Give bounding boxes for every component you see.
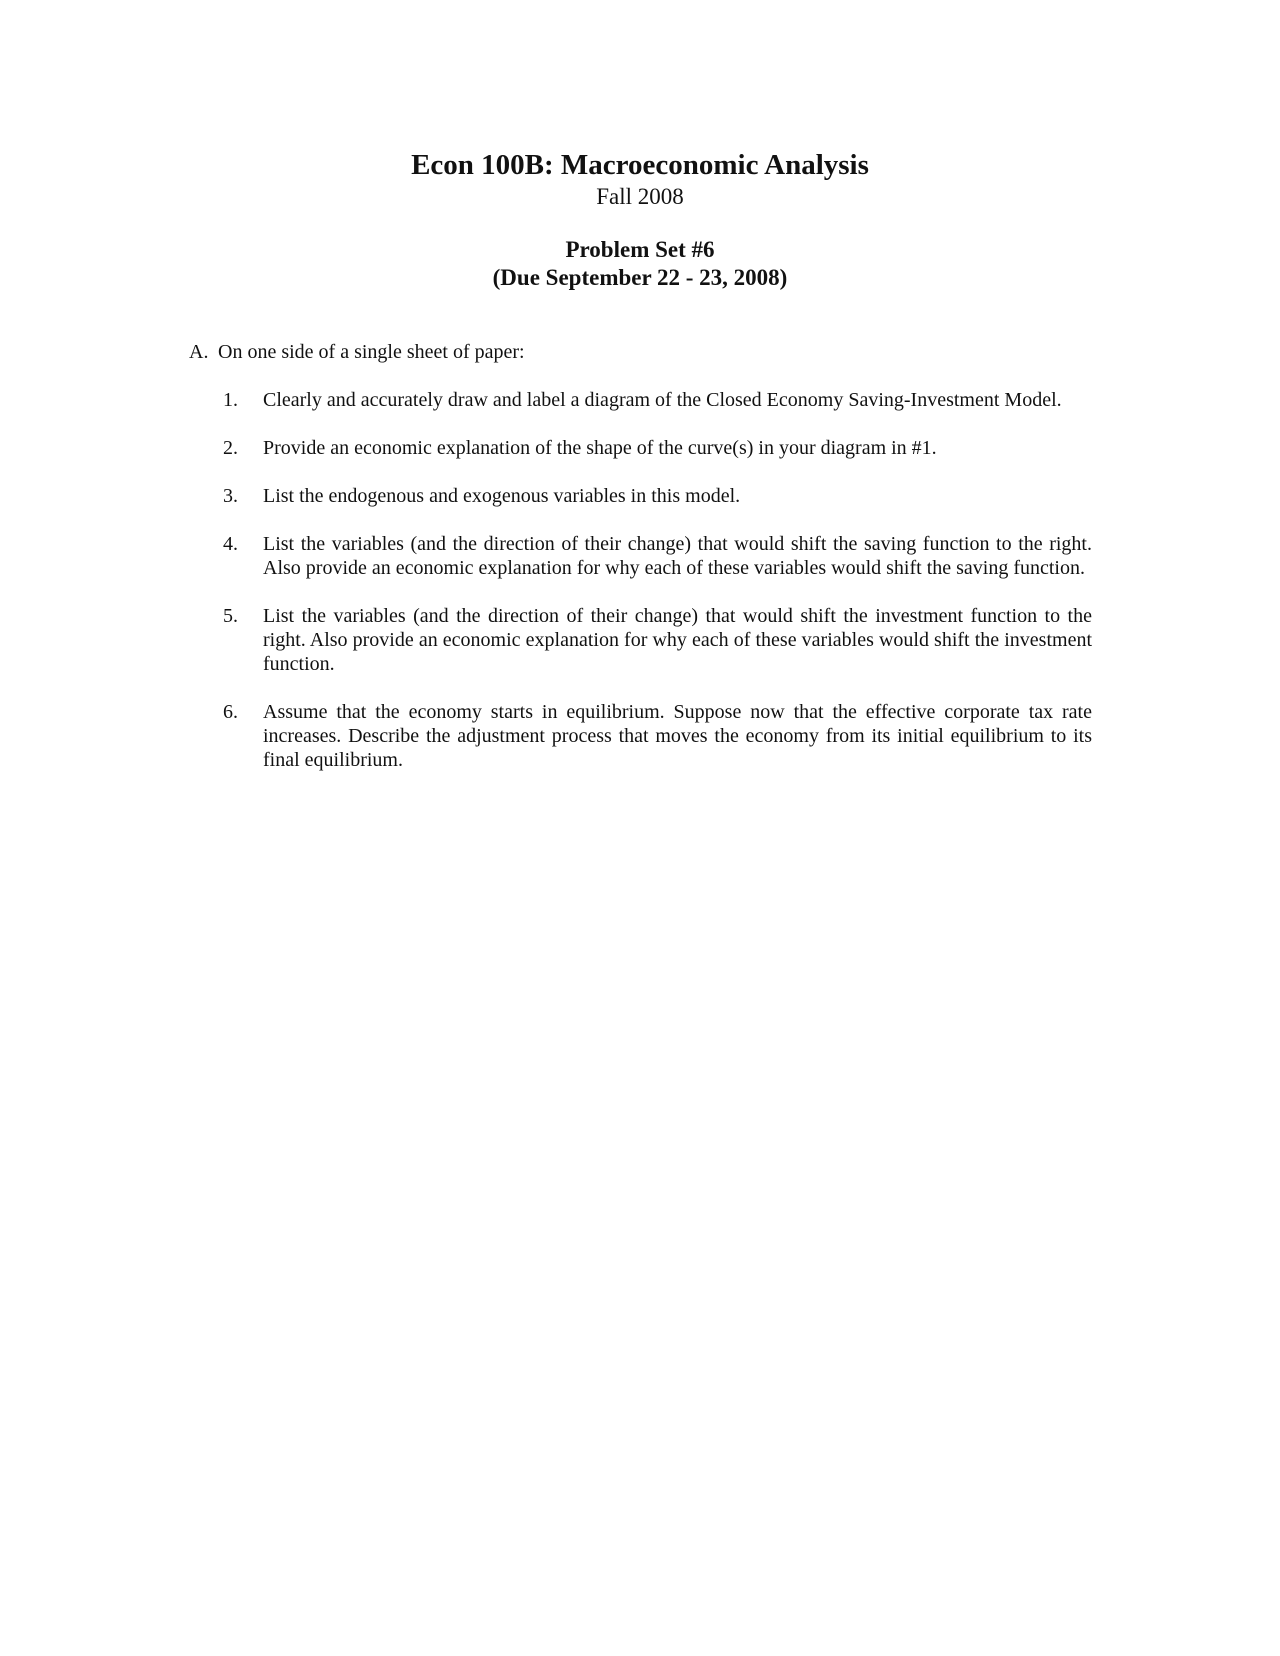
question-item (223, 604, 1092, 676)
question-item (223, 388, 1092, 412)
question-text: Assume that the economy starts in equilibrium. Suppose now that the effective corporate tax rate increases. Describe the adjustment process that moves the economy from its initial equilibrium to its final equilibrium. (263, 701, 1092, 771)
question-item (223, 484, 1092, 508)
question-number: 4. (223, 533, 238, 555)
section-letter: A. (189, 341, 209, 363)
course-title: Econ 100B: Macroeconomic Analysis (411, 149, 869, 181)
question-text: Clearly and accurately draw and label a diagram of the Closed Economy Saving-Investment Model. (263, 389, 1062, 411)
question-text: List the variables (and the direction of their change) that would shift the saving function to the right. Also provide an economic explanation for why each of these variables would shift the saving function. (263, 533, 1092, 579)
question-text: List the variables (and the direction of their change) that would shift the investment function to the right. Also provide an economic explanation for why each of these variables would shift the investment function. (263, 605, 1092, 675)
term-label: Fall 2008 (596, 184, 684, 209)
question-text: List the endogenous and exogenous variables in this model. (263, 485, 741, 507)
question-item (223, 532, 1092, 580)
question-number: 5. (223, 605, 238, 627)
question-number: 3. (223, 485, 238, 507)
due-date: (Due September 22 - 23, 2008) (492, 265, 788, 290)
question-number: 6. (223, 701, 238, 723)
problem-set-title: Problem Set #6 (565, 237, 715, 262)
question-text: Provide an economic explanation of the shape of the curve(s) in your diagram in #1. (263, 437, 937, 459)
question-number: 1. (223, 389, 238, 411)
section-instruction-text: On one side of a single sheet of paper: (218, 341, 525, 363)
question-item (223, 436, 1092, 460)
question-list (223, 388, 1092, 796)
question-item (223, 700, 1092, 772)
question-number: 2. (223, 437, 238, 459)
section-instruction (189, 340, 525, 364)
